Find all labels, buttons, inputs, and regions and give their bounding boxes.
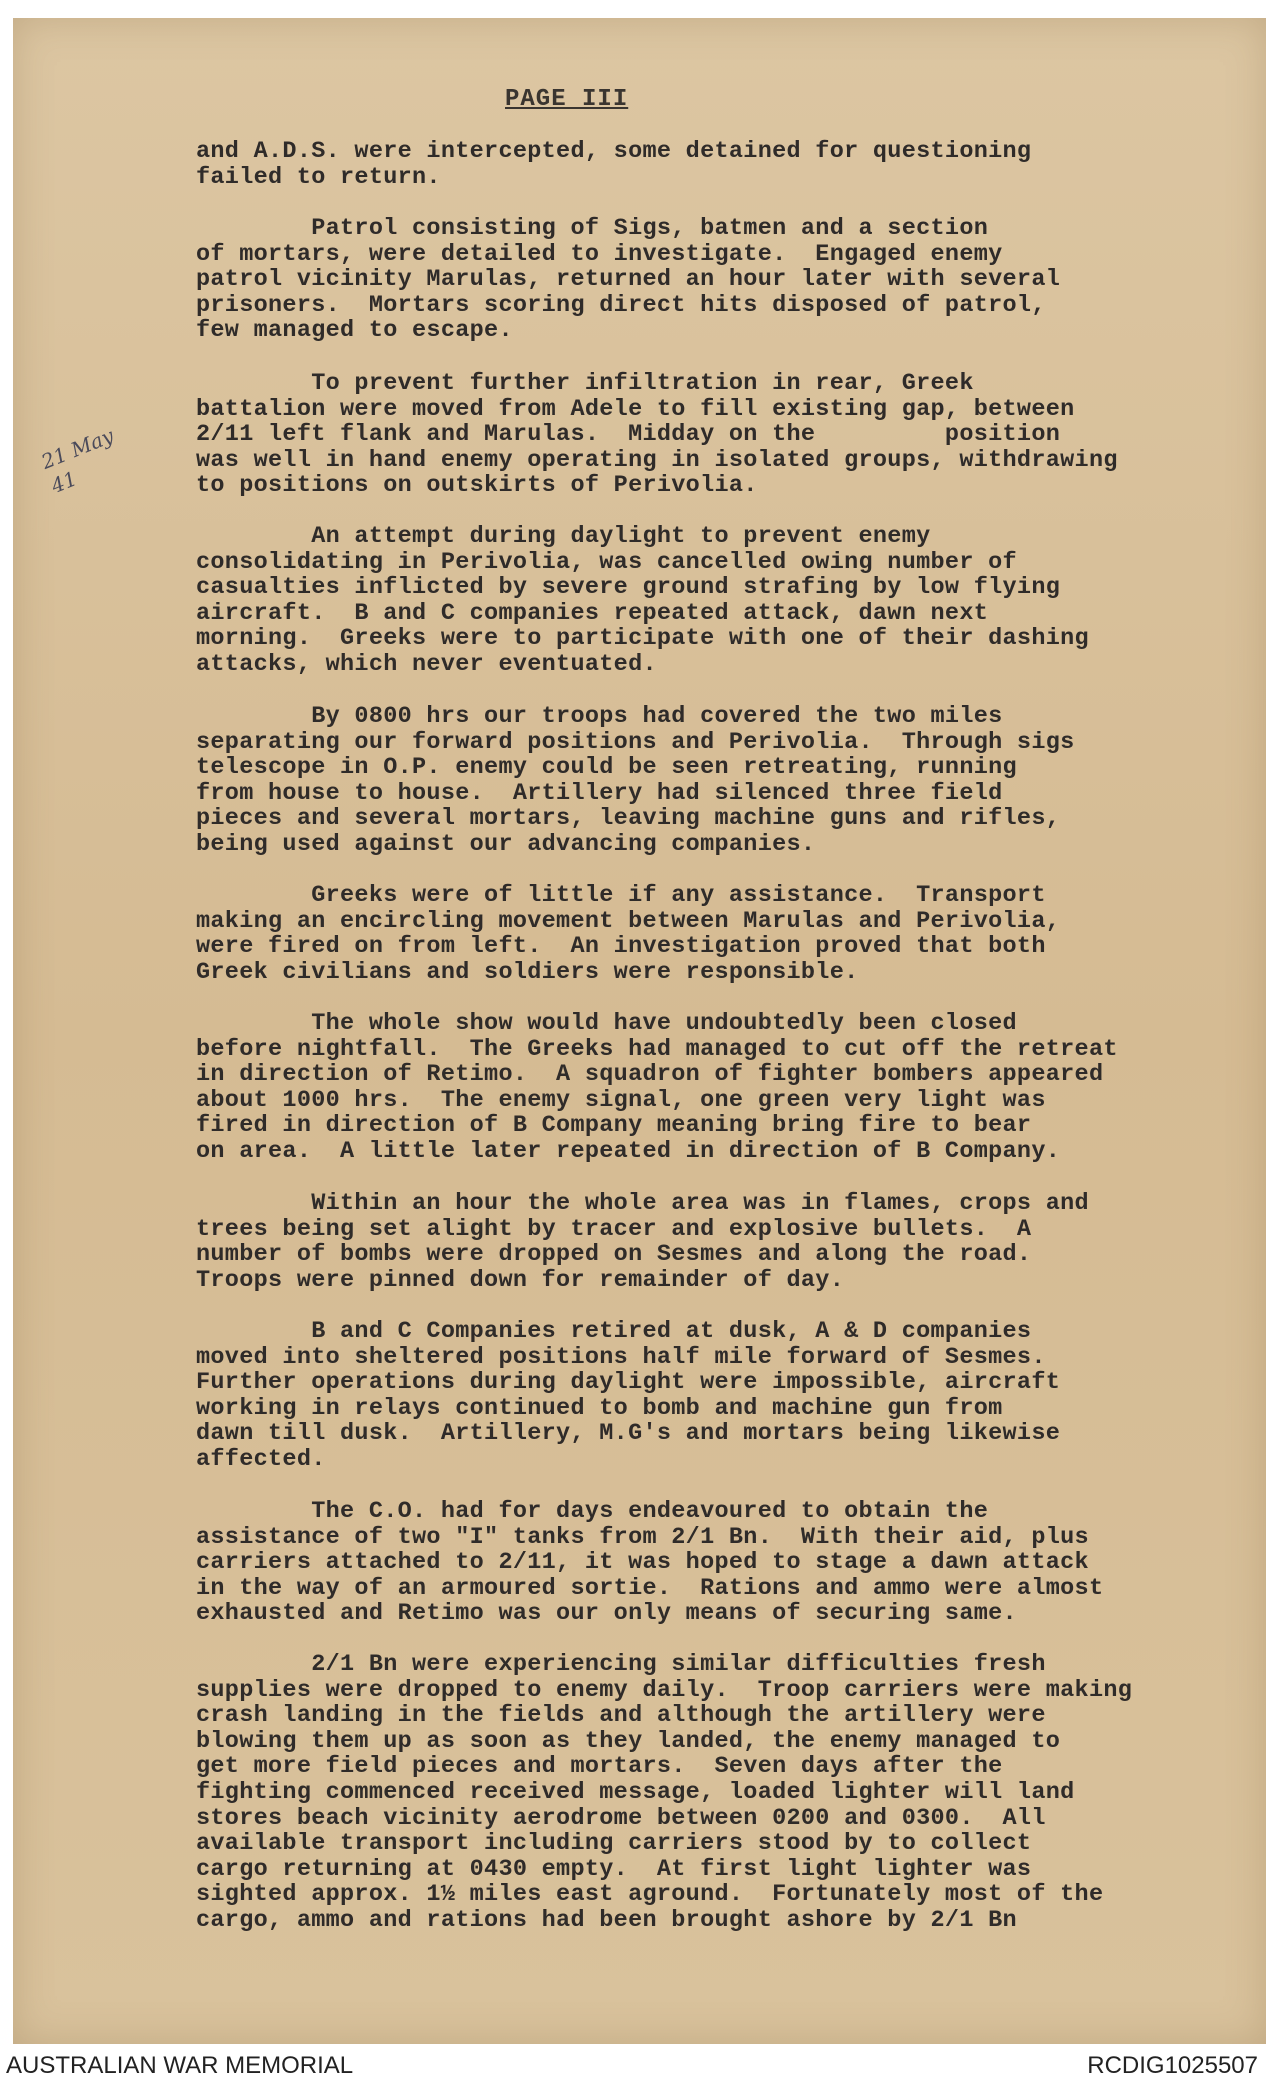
paragraph-1: and A.D.S. were intercepted, some detained for questioning failed to return.	[196, 138, 1032, 191]
paragraph-6: Greeks were of little if any assistance. Transport making an encircling movement between Marulas and Perivolia, were fired on from left. An investigation proved that both Greek civilians and soldiers were responsible.	[196, 882, 1061, 986]
paragraph-4: An attempt during daylight to prevent enemy consolidating in Perivolia, was cancelled owing number of casualties inflicted by severe ground strafing by low flying aircraft. B and C companies repeated attack, dawn next morning. Greeks were to participate with one of their dashing attacks, which never eventuated.	[196, 523, 1089, 678]
paragraph-10: The C.O. had for days endeavoured to obtain the assistance of two "I" tanks from 2/1 Bn. With their aid, plus carriers attached to 2/11, it was hoped to stage a dawn attack in the way of an armoured sortie. Rations and ammo were almost exhausted and Retimo was our only means of securing same.	[196, 1498, 1104, 1628]
footer-institution: AUSTRALIAN WAR MEMORIAL	[6, 2052, 354, 2079]
archive-footer	[0, 2050, 1266, 2082]
paragraph-11: 2/1 Bn were experiencing similar difficulties fresh supplies were dropped to enemy daily. Troop carriers were making crash landing in the fields and although the artillery were blowing them up as soon as they landed, the enemy managed to get more field pieces and mortars. Seven days after the fighting commenced received message, loaded lighter will land stores beach vicinity aerodrome between 0200 and 0300. All available transport including carriers stood by to collect cargo returning at 0430 empty. At first light lighter was sighted approx. 1½ miles east aground. Fortunately most of the cargo, ammo and rations had been brought ashore by 2/1 Bn	[196, 1651, 1133, 1934]
handwritten-margin-note: 21 May 41	[37, 423, 117, 499]
footer-record-id: RCDIG1025507	[1087, 2052, 1258, 2079]
paragraph-3: To prevent further infiltration in rear, Greek battalion were moved from Adele to fill existing gap, between 2/11 left flank and Marulas. Midday on the position was well in hand enemy operating in isolated groups, withdrawing to positions on outskirts of Perivolia.	[196, 370, 1118, 500]
paragraph-5: By 0800 hrs our troops had covered the two miles separating our forward positions and Perivolia. Through sigs telescope in O.P. enemy could be seen retreating, running from house to house. Artillery had silenced three field pieces and several mortars, leaving machine guns and rifles, being used against our advancing companies.	[196, 703, 1075, 858]
paragraph-8: Within an hour the whole area was in flames, crops and trees being set alight by tracer and explosive bullets. A number of bombs were dropped on Sesmes and along the road. Troops were pinned down for remainder of day.	[196, 1190, 1089, 1294]
paragraph-9: B and C Companies retired at dusk, A & D companies moved into sheltered positions half mile forward of Sesmes. Further operations during daylight were impossible, aircraft working in relays continued to bomb and machine gun from dawn till dusk. Artillery, M.G's and mortars being likewise affected.	[196, 1318, 1061, 1473]
paragraph-7: The whole show would have undoubtedly been closed before nightfall. The Greeks had managed to cut off the retreat in direction of Retimo. A squadron of fighter bombers appeared about 1000 hrs. The enemy signal, one green very light was fired in direction of B Company meaning bring fire to bear on area. A little later repeated in direction of B Company.	[196, 1010, 1118, 1165]
paragraph-2: Patrol consisting of Sigs, batmen and a section of mortars, were detailed to investigate. Engaged enemy patrol vicinity Marulas, returned an hour later with several prisoners. Mortars scoring direct hits disposed of patrol, few managed to escape.	[196, 215, 1061, 345]
page-heading: PAGE III	[505, 86, 629, 113]
